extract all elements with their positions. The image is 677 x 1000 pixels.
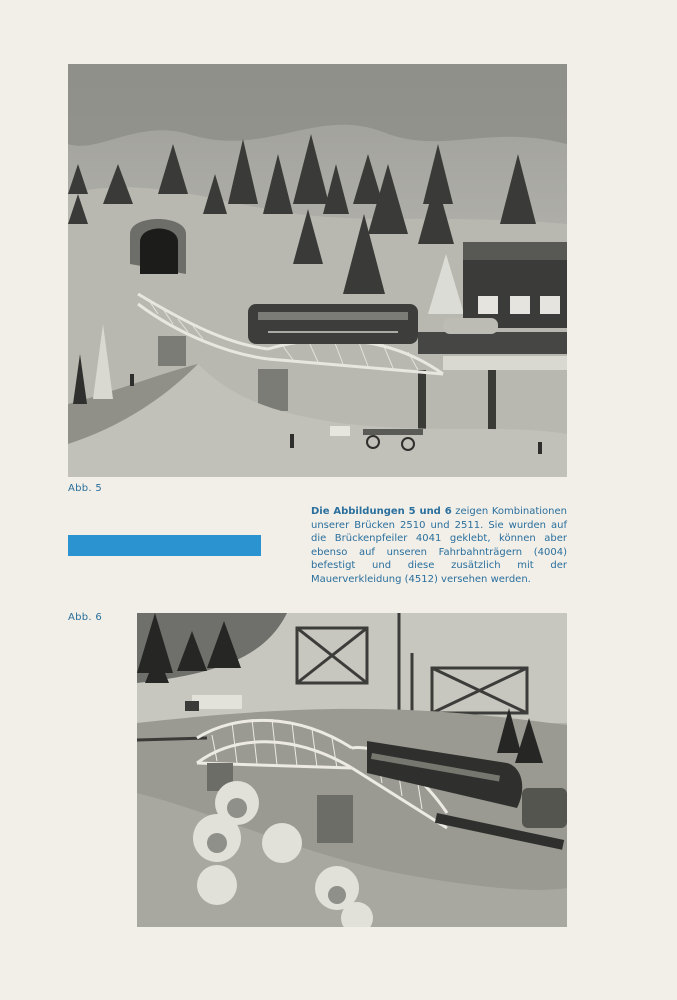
description-body: zeigen Kombinationen unserer Brücken 2510 und 2511. Sie wurden auf die Brückenpfeiler 4041 geklebt, können aber ebenso auf unseren Fahrbahnträgern (4004) befestigt und diese zusätzlich mit der Mauerverkleidung (4512) versehen werden. bbox=[311, 506, 567, 585]
accent-bar bbox=[68, 535, 261, 556]
figure-5-photo bbox=[68, 64, 567, 477]
figure-5-caption: Abb. 5 bbox=[68, 483, 103, 494]
figure-6-photo bbox=[137, 613, 567, 927]
figure-6-caption: Abb. 6 bbox=[68, 612, 103, 623]
description-paragraph bbox=[311, 505, 567, 587]
description-lead: Die Abbildungen 5 und 6 bbox=[311, 506, 452, 517]
